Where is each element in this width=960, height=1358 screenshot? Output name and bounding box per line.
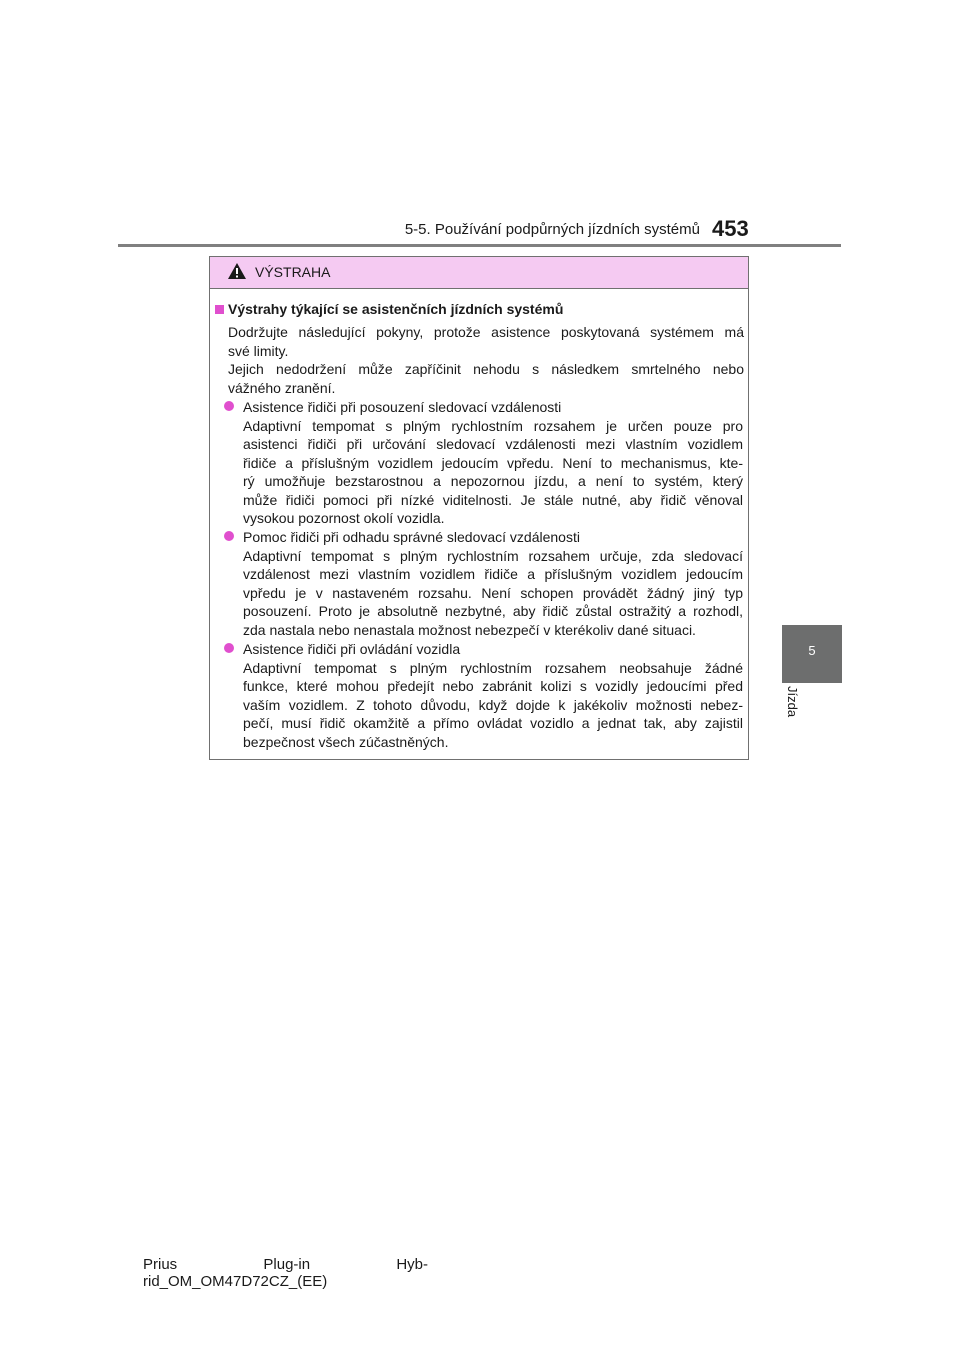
- item-line: Adaptivní tempomat s plným rychlostním rozsahem neobsahuje žádné: [243, 659, 743, 676]
- header-divider: [118, 244, 841, 247]
- warning-heading-text: Výstrahy týkající se asistenčních jízdních systémů: [228, 301, 564, 317]
- item-line: vpředu je v nastaveném rozsahu. Není schopen provádět žádný jiný typ: [243, 584, 743, 601]
- warning-box: [209, 256, 749, 760]
- intro-line: vážného zranění.: [228, 379, 336, 396]
- intro-line: Jejich nedodržení může zapříčinit nehodu s následkem smrtelného nebo: [228, 361, 744, 377]
- section-title: 5-5. Používání podpůrných jízdních systémů: [404, 221, 700, 238]
- warning-item-text: [243, 640, 743, 751]
- intro-line: Dodržujte následující pokyny, protože asistence poskytovaná systémem má: [228, 324, 744, 340]
- chapter-tab: [782, 625, 842, 683]
- warning-heading: [215, 301, 563, 317]
- footer-line: Prius Plug-in Hyb-: [143, 1256, 428, 1273]
- item-line: rý umožňuje bezstarostnou a nepozornou jízdu, a není to systém, který: [243, 473, 743, 489]
- item-line: Asistence řidiči při posouzení sledovací vzdálenosti: [243, 399, 562, 415]
- item-line: vysokou pozornost okolí vozidla.: [243, 510, 445, 526]
- chapter-tab-number: 5: [808, 643, 816, 658]
- item-line: bezpečnost všech zúčastněných.: [243, 733, 449, 750]
- item-line: funkce, které mohou předejít nebo zabránit kolizi s vozidly jedoucími před: [243, 678, 743, 694]
- item-line: zda nastala nebo nenastala možnost nebezpečí v kterékoliv dané situaci.: [243, 621, 696, 638]
- page-number: 453: [712, 216, 749, 241]
- warning-item-text: [243, 528, 743, 639]
- chapter-label-text: Jízda: [785, 686, 800, 718]
- warning-triangle-icon: [227, 262, 247, 280]
- item-line: Adaptivní tempomat s plným rychlostním rozsahem je určen pouze pro: [243, 417, 743, 434]
- item-line: asistenci řidiči při určování sledovací vzdálenosti mezi vlastním vozidlem: [243, 436, 743, 452]
- intro-line: své limity.: [228, 342, 289, 359]
- item-line: pečí, musí řidič okamžitě a přímo ovládat vozidlo a jednat tak, aby zajistil: [243, 715, 743, 731]
- chapter-label: [785, 686, 805, 746]
- round-bullet-icon: [224, 401, 234, 411]
- warning-title: VÝSTRAHA: [255, 264, 331, 280]
- item-line: Pomoc řidiči při odhadu správné sledovací vzdálenosti: [243, 529, 580, 545]
- item-line: řidiče a příslušným vozidlem jedoucím vpředu. Není to mechanismus, kte-: [243, 454, 743, 471]
- item-line: Asistence řidiči při ovládání vozidla: [243, 641, 461, 657]
- round-bullet-icon: [224, 643, 234, 653]
- warning-header: [210, 257, 748, 289]
- warning-intro: [228, 323, 744, 397]
- round-bullet-icon: [224, 531, 234, 541]
- item-line: Adaptivní tempomat s plným rychlostním rozsahem určuje, zda sledovací: [243, 547, 743, 564]
- item-line: vaším vozidlem. Z tohoto důvodu, když dojde k jakékoliv možnosti nebez-: [243, 696, 743, 713]
- item-line: může řidiči pomoci při nízké viditelnosti. Je stále nutné, aby řidič věnoval: [243, 491, 743, 508]
- square-bullet-icon: [215, 305, 224, 314]
- warning-item-text: [243, 398, 743, 528]
- item-line: posouzení. Proto je absolutně nezbytné, aby řidič zůstal ostražitý a rozhodl,: [243, 603, 743, 619]
- footer-model-id: [143, 1256, 428, 1290]
- item-line: vzdálenost mezi vlastním vozidlem řidiče a příslušným vozidlem jedoucím: [243, 566, 743, 582]
- footer-line: rid_OM_OM47D72CZ_(EE): [143, 1273, 328, 1290]
